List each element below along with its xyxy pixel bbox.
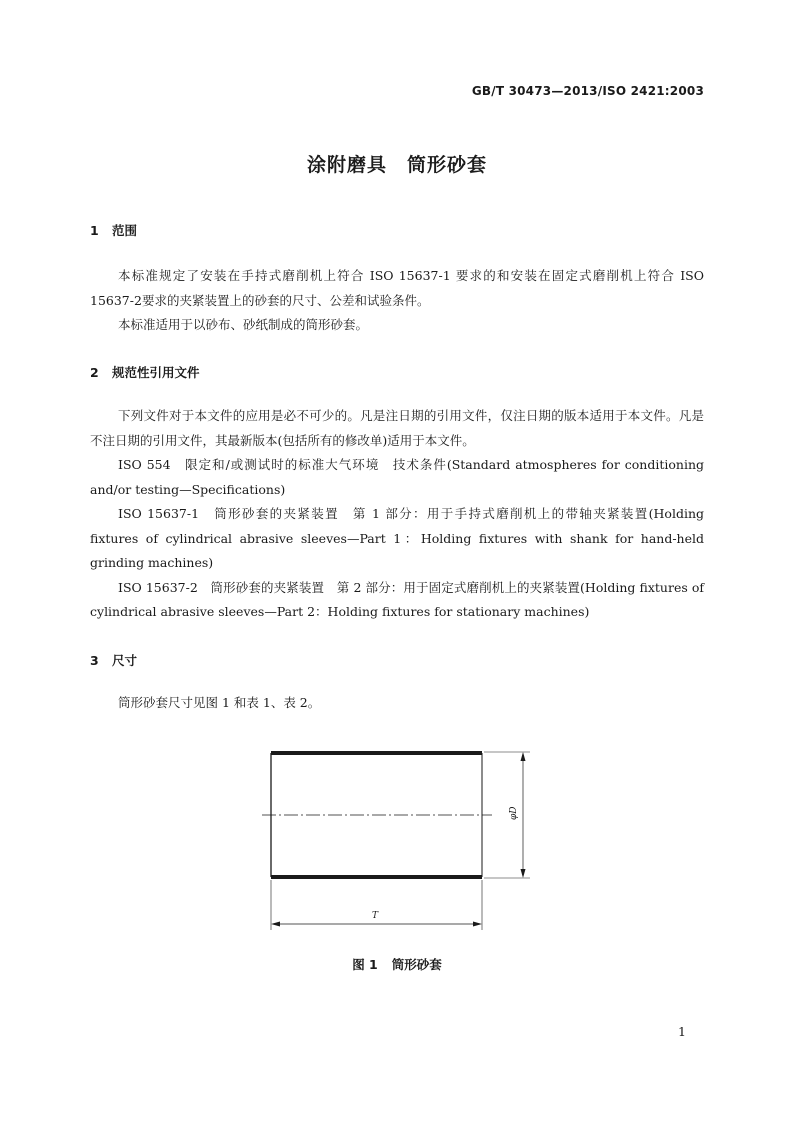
section-title: 规范性引用文件	[112, 365, 200, 380]
section-number: 2	[90, 365, 99, 380]
figure-title: 筒形砂套	[391, 957, 442, 972]
section-number: 3	[90, 653, 99, 668]
arrowhead	[473, 922, 482, 927]
standard-code-header: GB/T 30473—2013/ISO 2421:2003	[471, 84, 704, 98]
reference-iso-15637-2: ISO 15637-2 筒形砂套的夹紧装置 第 2 部分：用于固定式磨削机上的夹紧装置(Holding fixtures of cylindrical abrasive sleeves—Part 2：Holding fixtures for stationary machines)	[90, 579, 704, 619]
paragraph: 本标准规定了安装在手持式磨削机上符合 ISO 15637-1 要求的和安装在固定式磨削机上符合 ISO 15637-2要求的夹紧装置上的砂套的尺寸、公差和试验条件。	[90, 268, 704, 308]
length-label: T	[372, 911, 379, 921]
reference-iso-15637-1: ISO 15637-1 筒形砂套的夹紧装置 第 1 部分：用于手持式磨削机上的带轴夹紧装置(Holding fixtures of cylindrical abrasive sleeves—Part 1：Holding fixtures with shank for hand-held grinding machines)	[90, 506, 704, 570]
section-2-heading	[90, 363, 200, 381]
figure-number: 图 1	[352, 957, 378, 972]
diameter-label: φD	[509, 806, 519, 820]
page-number: 1	[678, 1024, 686, 1039]
arrowhead	[521, 869, 526, 878]
section-1-heading	[90, 221, 137, 239]
section-3-body	[90, 691, 704, 716]
section-title: 范围	[112, 223, 138, 238]
arrowhead	[521, 752, 526, 761]
section-title: 尺寸	[112, 653, 138, 668]
paragraph: 筒形砂套尺寸见图 1 和表 1、表 2。	[118, 695, 321, 710]
section-1-body	[90, 264, 704, 338]
section-2-body	[90, 404, 704, 625]
figure-caption	[0, 955, 794, 973]
section-3-heading	[90, 651, 137, 669]
document-title: 涂附磨具 筒形砂套	[306, 154, 487, 176]
paragraph: 下列文件对于本文件的应用是必不可少的。凡是注日期的引用文件，仅注日期的版本适用于本文件。凡是不注日期的引用文件，其最新版本(包括所有的修改单)适用于本文件。	[90, 408, 704, 448]
reference-iso-554: ISO 554 限定和/或测试时的标准大气环境 技术条件(Standard atmospheres for conditioning and/or testing—Specifications)	[90, 457, 704, 497]
cylindrical-sleeve-drawing	[240, 740, 540, 940]
section-number: 1	[90, 223, 99, 238]
paragraph: 本标准适用于以砂布、砂纸制成的筒形砂套。	[118, 317, 369, 332]
arrowhead	[271, 922, 280, 927]
